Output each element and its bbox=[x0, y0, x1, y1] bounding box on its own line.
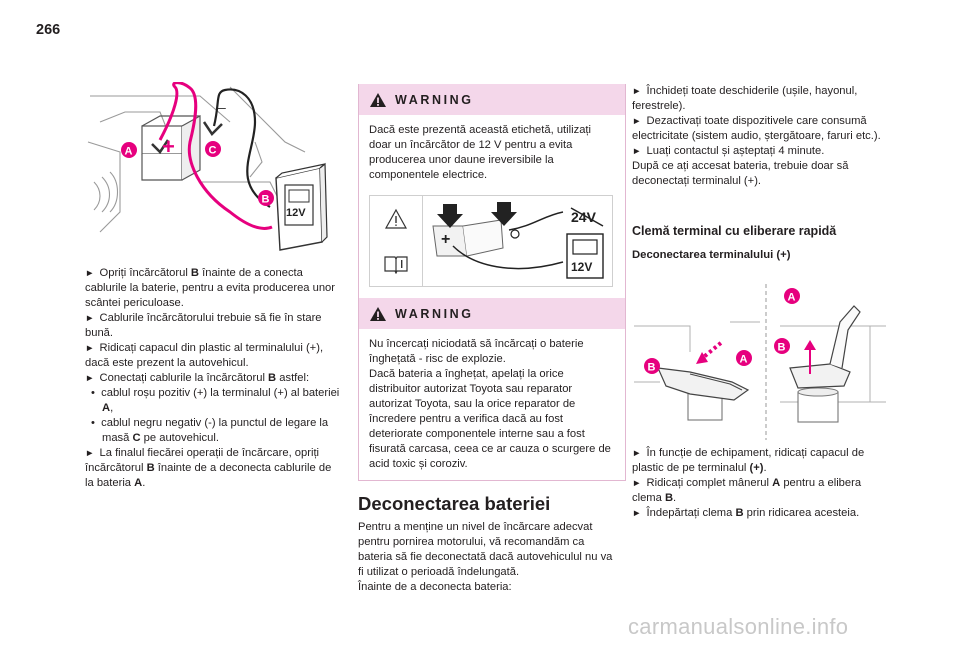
arrow-bullet-icon: ► bbox=[632, 86, 642, 97]
arrow-bullet-icon: ► bbox=[632, 508, 642, 519]
step-lift-cover: ► Ridicați capacul din plastic al terminalului (+), dacă este prezent la autovehicul. bbox=[85, 342, 324, 369]
charger-voltage: 12V bbox=[286, 207, 306, 219]
arrow-bullet-icon: ► bbox=[632, 116, 642, 127]
sub-black-cable: • cablul negru negativ (-) la punctul de legare la masă C pe autovehicul. bbox=[91, 417, 329, 444]
dot-bullet-icon: • bbox=[91, 417, 95, 429]
right-column-steps bbox=[632, 84, 892, 189]
manual-book-icon bbox=[383, 254, 409, 274]
arrow-bullet-icon: ► bbox=[85, 373, 95, 384]
charger-label-figure bbox=[369, 195, 613, 287]
warning-title: WARNING bbox=[395, 306, 474, 321]
warning-title: WARNING bbox=[395, 92, 474, 107]
section-paragraph-1: Pentru a menține un nivel de încărcare adecvat pentru pornirea motorului, vă recomandăm ca bateria să fie deconectată dacă autovehiculul nu va fi utilizat o perioadă îndelungată. bbox=[358, 521, 613, 578]
step-close-openings: ► Închideți toate deschiderile (ușile, hayonul, ferestrele). bbox=[632, 85, 858, 112]
clamp-label-b-right: B bbox=[777, 341, 786, 354]
clamp-label-b-left: B bbox=[647, 361, 656, 374]
step-remove-clamp: ► Îndepărtați clema B prin ridicarea acesteia. bbox=[632, 507, 860, 519]
step-cables-condition: ► Cablurile încărcătorului trebuie să fie în stare bună. bbox=[85, 312, 322, 339]
step-turn-off-charger: ► Opriți încărcătorul B înainte de a conecta cablurile la baterie, pentru a evita producerea unor scântei periculoase. bbox=[85, 267, 336, 309]
warning-triangle-icon bbox=[369, 92, 387, 108]
label-c: C bbox=[208, 144, 217, 157]
right-column-clamp-steps bbox=[632, 446, 894, 521]
warning-box-frozen bbox=[358, 298, 626, 481]
label-b: B bbox=[261, 193, 270, 206]
arrow-bullet-icon: ► bbox=[85, 343, 95, 354]
warning-header bbox=[359, 84, 625, 115]
arrow-bullet-icon: ► bbox=[85, 313, 95, 324]
step-end-charging: ► La finalul fiecărei operații de încărcare, opriți încărcătorul B înainte de a deconecta cablurile de la bateria A. bbox=[85, 447, 332, 489]
arrow-bullet-icon: ► bbox=[632, 478, 642, 489]
plus-sign: + bbox=[162, 134, 175, 159]
watermark: carmanualsonline.info bbox=[628, 614, 849, 639]
step-ignition-off: ► Luați contactul și așteptați 4 minute. bbox=[632, 145, 825, 157]
voltage-24v: 24V bbox=[571, 209, 596, 225]
clamp-label-a-right: A bbox=[787, 291, 796, 304]
section-title: Deconectarea bateriei bbox=[358, 493, 551, 514]
arrow-bullet-icon: ► bbox=[632, 146, 642, 157]
svg-text:+: + bbox=[441, 231, 451, 248]
warning-text-1: Nu încercați niciodată să încărcați o baterie înghețată - risc de explozie. bbox=[369, 338, 584, 365]
warning-header bbox=[359, 298, 625, 329]
label-a: A bbox=[124, 145, 133, 158]
left-column bbox=[85, 266, 343, 491]
charger-connection-figure bbox=[80, 82, 335, 252]
charger-label-drawing bbox=[423, 196, 611, 286]
step-lift-handle: ► Ridicați complet mânerul A pentru a elibera clema B. bbox=[632, 477, 862, 504]
warning-triangle-icon bbox=[369, 306, 387, 322]
warning-text-2: Dacă bateria a înghețat, apelați la orice distribuitor autorizat Toyota sau reparator autorizat Toyota, sau la orice reparator de încredere pentru a verifica dacă au fost deteriorate componentele interne sau a fost fisurată carcasa, ceea ce ar cauza o scurgere de acid toxic și coroziv. bbox=[369, 368, 611, 470]
step-disable-devices: ► Dezactivați toate dispozitivele care consumă electricitate (sistem audio, ștergătoare, faruri etc.). bbox=[632, 115, 881, 142]
disconnect-plus-heading: Deconectarea terminalului (+) bbox=[632, 249, 791, 261]
clamp-label-a-left: A bbox=[739, 353, 748, 366]
section-paragraph-2: Înainte de a deconecta bateria: bbox=[358, 581, 512, 593]
warning-text: Dacă este prezentă această etichetă, utilizați doar un încărcător de 12 V pentru a evita producerea unor daune ireversibile la componentele electrice. bbox=[369, 124, 592, 181]
quick-release-clamp-figure bbox=[630, 282, 892, 442]
step-connect-cables: ► Conectați cablurile la încărcătorul B astfel: bbox=[85, 372, 310, 384]
arrow-bullet-icon: ► bbox=[85, 268, 95, 279]
caution-triangle-icon bbox=[384, 208, 408, 230]
arrow-bullet-icon: ► bbox=[85, 448, 95, 459]
page-number: 266 bbox=[36, 22, 61, 38]
voltage-12v: 12V bbox=[571, 260, 593, 274]
section-body bbox=[358, 520, 620, 595]
quick-release-heading: Clemă terminal cu eliberare rapidă bbox=[632, 224, 837, 238]
step-lift-plastic-cover: ► În funcție de echipament, ridicați capacul de plastic de pe terminalul (+). bbox=[632, 447, 865, 474]
step-disconnect-plus: După ce ați accesat bateria, trebuie doar să deconectați terminalul (+). bbox=[632, 160, 849, 187]
dot-bullet-icon: • bbox=[91, 387, 95, 399]
minus-sign: – bbox=[218, 99, 226, 115]
warning-box-12v bbox=[358, 84, 626, 300]
arrow-bullet-icon: ► bbox=[632, 448, 642, 459]
sub-red-cable: • cablul roșu pozitiv (+) la terminalul (+) al bateriei A, bbox=[91, 387, 340, 414]
